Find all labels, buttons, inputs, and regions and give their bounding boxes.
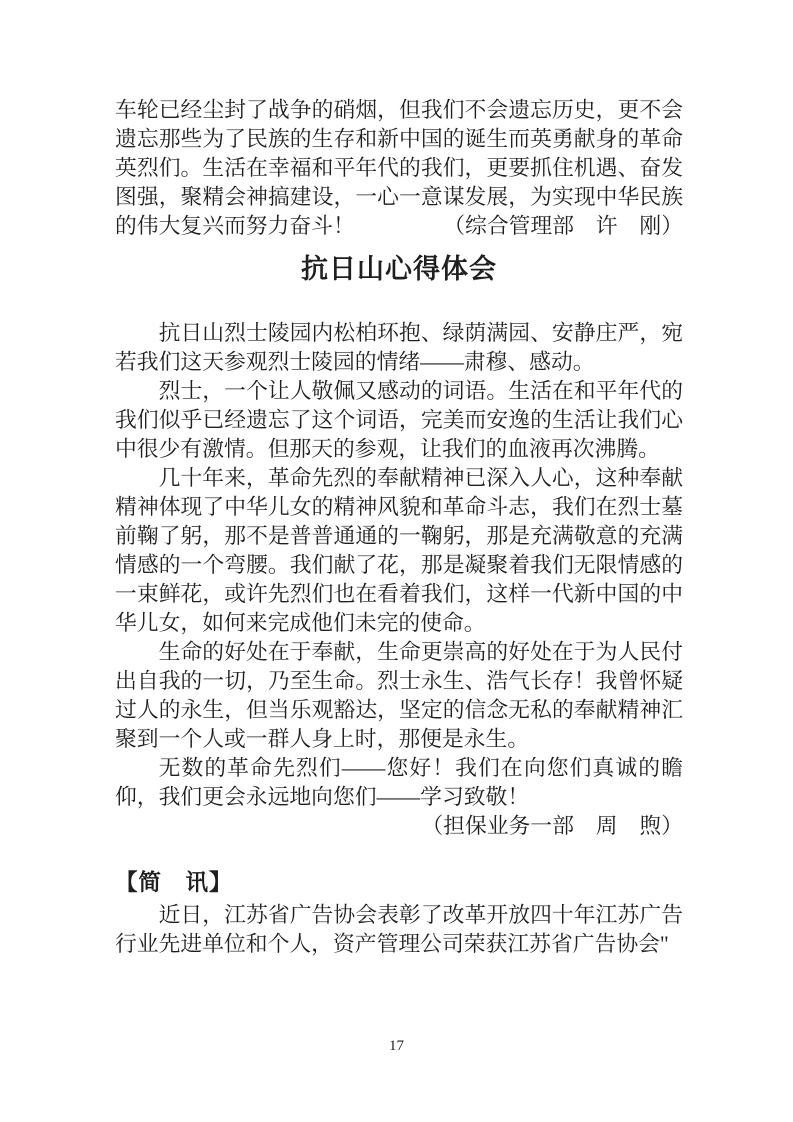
article-paragraph-3: 几十年来，革命先烈的奉献精神已深入人心，这种奉献精神体现了中华儿女的精神风貌和革命斗志，我们在烈士墓前鞠了躬，那不是普普通通的一鞠躬，那是充满敬意的充满情感的一个弯腰。我们献了花，那是凝聚着我们无限情感的一束鲜花，或许先烈们也在看着我们，这样一代新中国的中华儿女，如何来完成他们未完的使命。: [115, 466, 683, 635]
article-body: [115, 319, 683, 812]
brief-section-paragraph: 近日，江苏省广告协会表彰了改革开放四十年江苏广告行业先进单位和个人，资产管理公司荣获江苏省广告协会": [115, 903, 683, 956]
article-paragraph-4: 生命的好处在于奉献，生命更崇高的好处在于为人民付出自我的一切，乃至生命。烈士永生、浩气长存！我曾怀疑过人的永生，但当乐观豁达，坚定的信念无私的奉献精神汇聚到一个人或一群人身上时，那便是永生。: [115, 640, 683, 751]
page-number: 17: [389, 1038, 404, 1054]
top-article-attribution: （综合管理部 许 刚）: [443, 214, 683, 238]
page-content: [115, 96, 683, 959]
top-article-text: 车轮已经尘封了战争的硝烟，但我们不会遗忘历史，更不会遗忘那些为了民族的生存和新中国的诞生而英勇献身的革命英烈们。生活在幸福和平年代的我们，更要抓住机遇、奋发图强，聚精会神搞建设，一心一意谋发展，为实现中华民族的伟大复兴而努力奋斗！: [115, 98, 683, 238]
article-paragraph-5: 无数的革命先烈们——您好！我们在向您们真诚的瞻仰，我们更会永远地向您们——学习致敬！: [115, 756, 683, 809]
article-paragraph-1: 抗日山烈士陵园内松柏环抱、绿荫满园、安静庄严，宛若我们这天参观烈士陵园的情绪——肃穆、感动。: [115, 321, 683, 374]
top-article-paragraph: [115, 96, 683, 241]
article-attribution: （担保业务一部 周 煦）: [421, 814, 683, 838]
article-paragraph-2: 烈士，一个让人敬佩又感动的词语。生活在和平年代的我们似乎已经遗忘了这个词语，完美而安逸的生活让我们心中很少有激情。但那天的参观，让我们的血液再次沸腾。: [115, 379, 683, 461]
article-title: 抗日山心得体会: [301, 254, 497, 284]
brief-section-header: 【简 讯】: [115, 870, 233, 895]
